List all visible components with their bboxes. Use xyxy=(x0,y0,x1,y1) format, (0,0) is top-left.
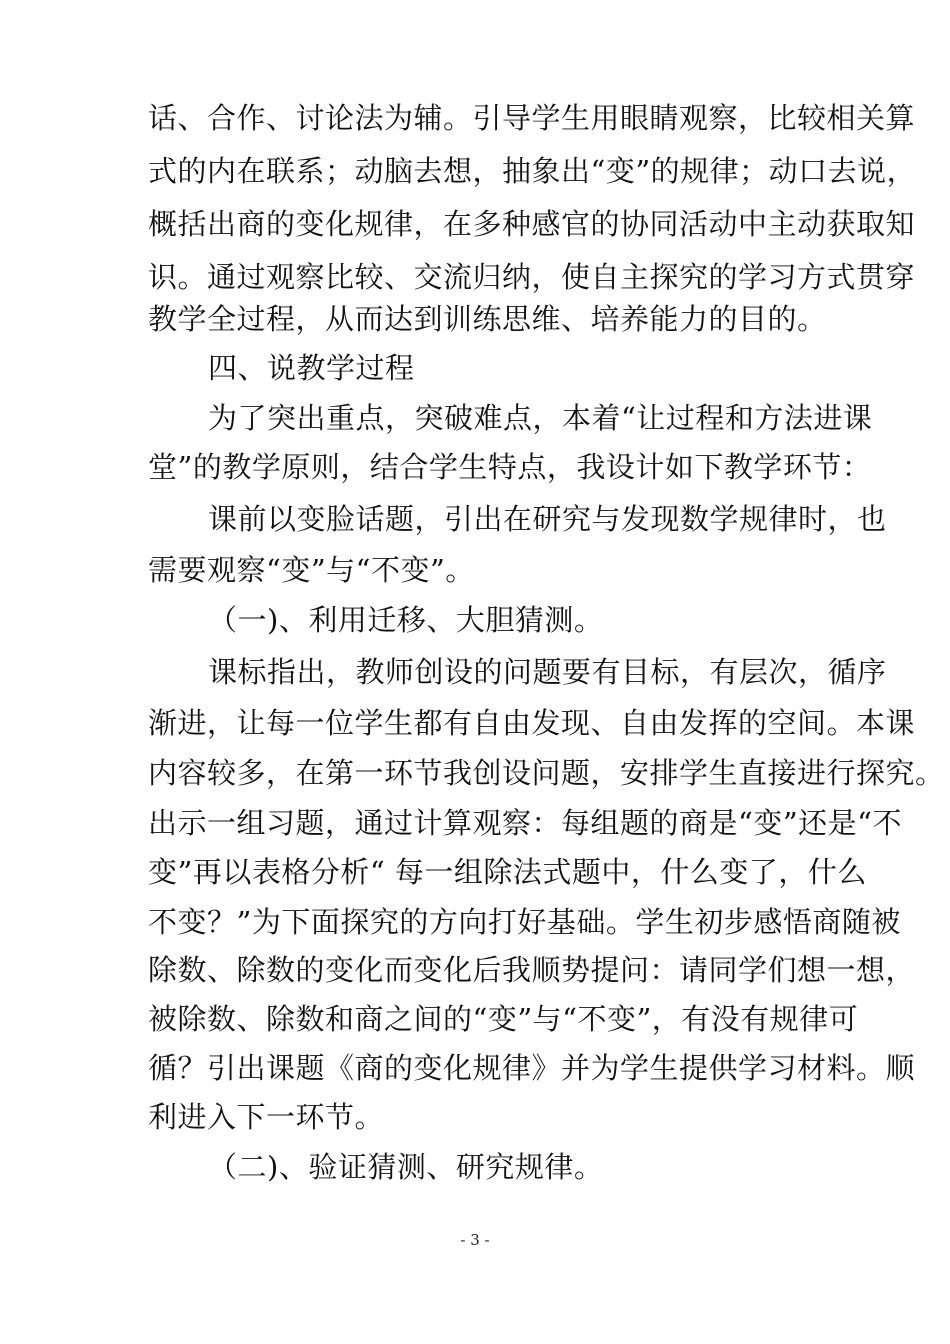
body-text-line: 内容较多，在第一环节我创设问题，安排学生直接进行探究。 xyxy=(148,756,945,790)
body-text-line: 被除数、除数和商之间的“变”与“不变”，有没有规律可 xyxy=(148,1002,859,1036)
body-text-line: 渐进，让每一位学生都有自由发现、自由发挥的空间。本课 xyxy=(148,706,916,740)
body-text-line: 出示一组习题，通过计算观察：每组题的商是“变”还是“不 xyxy=(148,806,902,840)
body-text-line: 识。通过观察比较、交流归纳，使自主探究的学习方式贯穿 xyxy=(148,260,916,294)
body-text-line: 需要观察“变”与“不变”。 xyxy=(148,553,475,587)
body-text-line: 话、合作、讨论法为辅。引导学生用眼睛观察，比较相关算 xyxy=(148,101,916,135)
body-text-line: 变”再以表格分析“ 每一组除法式题中，什么变了，什么 xyxy=(148,855,867,889)
body-text-line: 利进入下一环节。 xyxy=(148,1100,385,1134)
body-text-line: 堂”的教学原则，结合学生特点，我设计如下教学环节： xyxy=(148,450,872,484)
section-heading: 四、说教学过程 xyxy=(208,351,415,385)
body-text-line: 课前以变脸话题，引出在研究与发现数学规律时，也 xyxy=(208,502,887,536)
body-text-line: 不变？”为下面探究的方向打好基础。学生初步感悟商随被 xyxy=(148,905,901,939)
subsection-heading: （一)、利用迁移、大胆猜测。 xyxy=(208,603,604,637)
body-text-line: 式的内在联系；动脑去想，抽象出“变”的规律；动口去说， xyxy=(148,154,917,188)
body-text-line: 除数、除数的变化而变化后我顺势提问：请同学们想一想， xyxy=(148,953,916,987)
body-text-line: 概括出商的变化规律，在多种感官的协同活动中主动获取知 xyxy=(148,207,916,241)
page-number: - 3 - xyxy=(460,1231,490,1249)
body-text-line: 课标指出，教师创设的问题要有目标，有层次，循序 xyxy=(208,655,887,689)
body-text-line: 循？引出课题《商的变化规律》并为学生提供学习材料。顺 xyxy=(148,1051,916,1085)
body-text-line: 为了突出重点，突破难点，本着“让过程和方法进课 xyxy=(208,401,873,435)
body-text-line: 教学全过程，从而达到训练思维、培养能力的目的。 xyxy=(148,302,827,336)
subsection-heading: （二)、验证猜测、研究规律。 xyxy=(208,1150,604,1184)
